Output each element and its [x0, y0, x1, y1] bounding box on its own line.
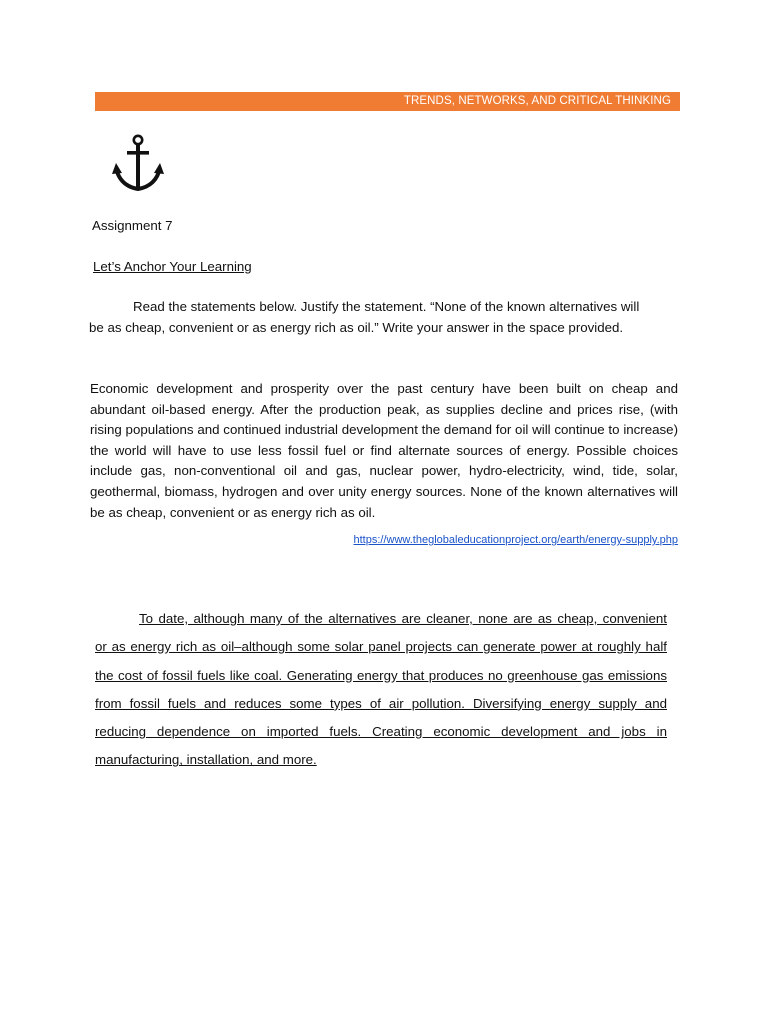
passage-line: increase) the world will have to use less fossil fuel or find alternate sources of energy. Possible: [90, 422, 678, 458]
anchor-icon: [112, 134, 164, 194]
instructions-line-text: be as cheap, convenient or as energy rich as oil.” Write your answer in the space provided.: [89, 319, 624, 335]
passage-line: Economic development and prosperity over the past century have been built on cheap and: [90, 381, 678, 396]
answer-text: [95, 605, 667, 775]
assignment-subtitle: Let’s Anchor Your Learning: [93, 259, 252, 274]
instructions: [89, 297, 639, 338]
source-link[interactable]: https://www.theglobaleducationproject.org/earth/energy-supply.php: [353, 534, 678, 546]
passage-line: rising populations and continued industrial development the demand for oil will continue to: [90, 422, 620, 438]
source-passage: [90, 379, 678, 523]
header-banner: [95, 92, 680, 111]
answer-line: manufacturing, installation, and more.: [95, 752, 317, 768]
passage-line: abundant oil-based energy. After the production peak, as supplies decline and prices rise, (with: [90, 401, 678, 417]
assignment-title: Assignment 7: [92, 218, 173, 233]
passage-line: solar, geothermal, biomass, hydrogen and over unity energy sources. None of the known: [90, 463, 678, 499]
answer-line: reducing dependence on imported fuels. Creating economic development and jobs in: [95, 724, 667, 740]
instructions-line: [89, 297, 639, 318]
answer-line-text: To date, although many of the alternatives are cleaner, none are as cheap, convenient: [139, 611, 667, 626]
passage-line: choices include gas, non-conventional oil and gas, nuclear power, hydro-electricity, wind, tide,: [90, 442, 678, 479]
answer-line: from fossil fuels and reduces some types of air pollution. Diversifying energy supply and: [95, 695, 667, 711]
passage-line: alternatives will be as cheap, convenient or as energy rich as oil.: [90, 483, 678, 520]
instructions-line: [89, 318, 639, 339]
answer-line: the cost of fossil fuels like coal. Generating energy that produces no greenhouse gas emissions: [95, 667, 667, 683]
answer-line: [95, 605, 667, 633]
instructions-line-text: Read the statements below. Justify the statement. “None of the known alternatives will: [133, 299, 640, 314]
answer-line: or as energy rich as oil–although some solar panel projects can generate power at roughly half: [95, 639, 667, 655]
banner-title: TRENDS, NETWORKS, AND CRITICAL THINKING: [403, 95, 671, 107]
passage-paragraph: [90, 379, 678, 523]
